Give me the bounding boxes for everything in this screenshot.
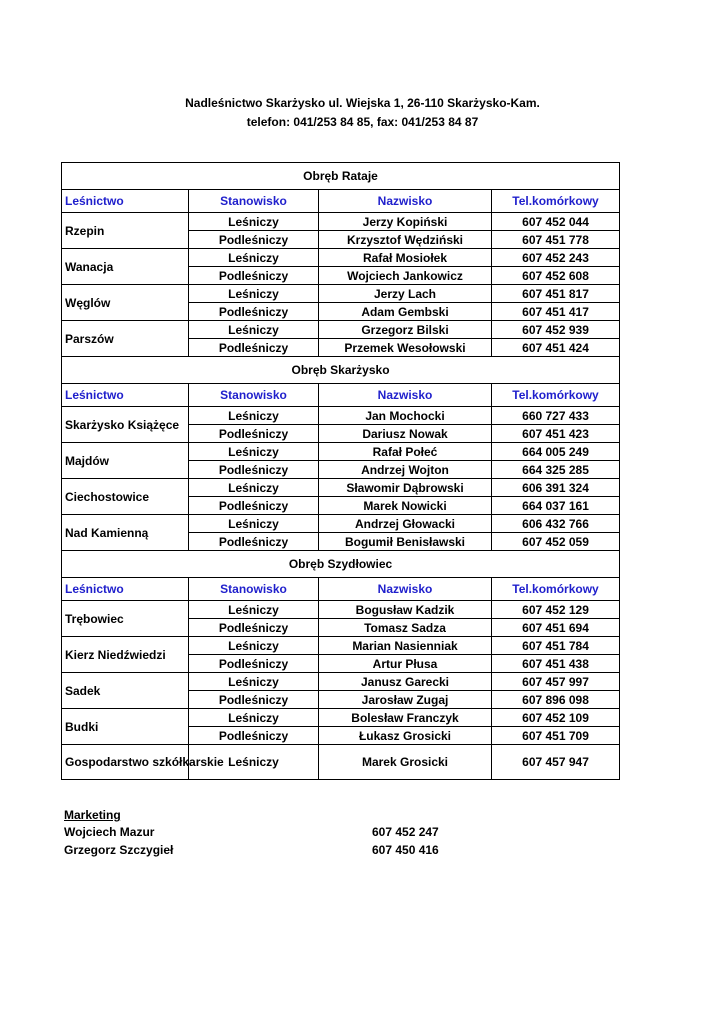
cell-nazwisko: Tomasz Sadza (319, 619, 492, 637)
col-stanowisko-header: Stanowisko (189, 384, 319, 407)
marketing-phone: 607 450 416 (372, 843, 439, 857)
table-row (62, 515, 620, 533)
cell-lesnictwo: Węglów (62, 285, 189, 321)
table-row (62, 637, 620, 655)
cell-nazwisko: Adam Gembski (319, 303, 492, 321)
cell-tel: 607 451 694 (492, 619, 620, 637)
cell-tel: 664 005 249 (492, 443, 620, 461)
cell-nazwisko: Marek Nowicki (319, 497, 492, 515)
cell-stanowisko: Podleśniczy (189, 727, 319, 745)
col-tel-header: Tel.komórkowy (492, 578, 620, 601)
col-nazwisko-header: Nazwisko (319, 384, 492, 407)
cell-nazwisko: Marian Nasienniak (319, 637, 492, 655)
cell-stanowisko: Podleśniczy (189, 231, 319, 249)
cell-tel: 607 452 608 (492, 267, 620, 285)
cell-tel: 660 727 433 (492, 407, 620, 425)
section-row (62, 163, 620, 190)
cell-nazwisko: Przemek Wesołowski (319, 339, 492, 357)
cell-nazwisko: Jan Mochocki (319, 407, 492, 425)
table-row (62, 745, 620, 780)
cell-stanowisko: Leśniczy (189, 285, 319, 303)
cell-lesnictwo: Parszów (62, 321, 189, 357)
col-tel-header: Tel.komórkowy (492, 190, 620, 213)
column-header-row (62, 190, 620, 213)
cell-stanowisko: Leśniczy (189, 479, 319, 497)
cell-stanowisko: Podleśniczy (189, 655, 319, 673)
col-stanowisko-header: Stanowisko (189, 578, 319, 601)
col-lesnictwo-header: Leśnictwo (62, 190, 189, 213)
cell-nazwisko: Rafał Mosiołek (319, 249, 492, 267)
cell-lesnictwo: Rzepin (62, 213, 189, 249)
table-row (62, 213, 620, 231)
cell-nazwisko: Bogusław Kadzik (319, 601, 492, 619)
cell-stanowisko: Leśniczy (189, 709, 319, 727)
cell-nazwisko: Andrzej Głowacki (319, 515, 492, 533)
column-header-row (62, 384, 620, 407)
cell-lesnictwo: Ciechostowice (62, 479, 189, 515)
cell-tel: 607 451 784 (492, 637, 620, 655)
table-row (62, 285, 620, 303)
cell-stanowisko: Podleśniczy (189, 339, 319, 357)
cell-tel: 607 451 438 (492, 655, 620, 673)
cell-tel: 607 452 939 (492, 321, 620, 339)
cell-tel: 607 452 059 (492, 533, 620, 551)
cell-stanowisko: Leśniczy (189, 213, 319, 231)
cell-nazwisko: Bolesław Franczyk (319, 709, 492, 727)
marketing-phone: 607 452 247 (372, 825, 439, 839)
cell-nazwisko: Andrzej Wojton (319, 461, 492, 479)
cell-stanowisko: Podleśniczy (189, 461, 319, 479)
column-header-row (62, 578, 620, 601)
cell-lesnictwo: Gospodarstwo szkółkarskie (62, 745, 189, 780)
cell-nazwisko: Bogumił Benisławski (319, 533, 492, 551)
section-title: Obręb Szydłowiec (62, 551, 620, 578)
cell-lesnictwo: Trębowiec (62, 601, 189, 637)
cell-stanowisko: Leśniczy (189, 321, 319, 339)
cell-nazwisko: Grzegorz Bilski (319, 321, 492, 339)
cell-lesnictwo: Skarżysko Książęce (62, 407, 189, 443)
cell-tel: 607 451 423 (492, 425, 620, 443)
cell-stanowisko: Podleśniczy (189, 425, 319, 443)
cell-tel: 607 451 417 (492, 303, 620, 321)
cell-stanowisko: Leśniczy (189, 673, 319, 691)
cell-stanowisko: Leśniczy (189, 515, 319, 533)
cell-stanowisko: Podleśniczy (189, 267, 319, 285)
cell-tel: 607 451 778 (492, 231, 620, 249)
cell-lesnictwo: Budki (62, 709, 189, 745)
cell-tel: 607 457 997 (492, 673, 620, 691)
cell-stanowisko: Leśniczy (189, 407, 319, 425)
cell-tel: 607 451 709 (492, 727, 620, 745)
cell-tel: 607 452 044 (492, 213, 620, 231)
cell-stanowisko: Leśniczy (189, 601, 319, 619)
section-row (62, 551, 620, 578)
cell-tel: 664 325 285 (492, 461, 620, 479)
table-row (62, 321, 620, 339)
cell-stanowisko: Podleśniczy (189, 533, 319, 551)
cell-stanowisko: Podleśniczy (189, 303, 319, 321)
marketing-name: Wojciech Mazur (64, 825, 155, 839)
col-nazwisko-header: Nazwisko (319, 578, 492, 601)
table-row (62, 479, 620, 497)
cell-nazwisko: Marek Grosicki (319, 745, 492, 780)
cell-tel: 607 452 243 (492, 249, 620, 267)
cell-nazwisko: Dariusz Nowak (319, 425, 492, 443)
cell-stanowisko: Leśniczy (189, 249, 319, 267)
cell-nazwisko: Sławomir Dąbrowski (319, 479, 492, 497)
cell-stanowisko: Podleśniczy (189, 691, 319, 709)
section-title: Obręb Rataje (62, 163, 620, 190)
col-lesnictwo-header: Leśnictwo (62, 578, 189, 601)
cell-nazwisko: Wojciech Jankowicz (319, 267, 492, 285)
cell-tel: 607 452 129 (492, 601, 620, 619)
cell-tel: 606 432 766 (492, 515, 620, 533)
cell-stanowisko: Leśniczy (189, 745, 319, 780)
cell-tel: 607 457 947 (492, 745, 620, 780)
col-stanowisko-header: Stanowisko (189, 190, 319, 213)
cell-nazwisko: Jarosław Zugaj (319, 691, 492, 709)
cell-lesnictwo: Kierz Niedźwiedzi (62, 637, 189, 673)
col-tel-header: Tel.komórkowy (492, 384, 620, 407)
cell-stanowisko: Leśniczy (189, 443, 319, 461)
cell-nazwisko: Krzysztof Wędziński (319, 231, 492, 249)
marketing-title: Marketing (64, 808, 121, 822)
cell-nazwisko: Janusz Garecki (319, 673, 492, 691)
cell-nazwisko: Jerzy Lach (319, 285, 492, 303)
cell-tel: 607 451 817 (492, 285, 620, 303)
cell-nazwisko: Rafał Połeć (319, 443, 492, 461)
table-row (62, 709, 620, 727)
col-nazwisko-header: Nazwisko (319, 190, 492, 213)
cell-nazwisko: Artur Płusa (319, 655, 492, 673)
cell-lesnictwo: Majdów (62, 443, 189, 479)
cell-tel: 607 451 424 (492, 339, 620, 357)
table-row (62, 443, 620, 461)
cell-nazwisko: Jerzy Kopiński (319, 213, 492, 231)
cell-stanowisko: Leśniczy (189, 637, 319, 655)
cell-lesnictwo: Wanacja (62, 249, 189, 285)
header-phone: telefon: 041/253 84 85, fax: 041/253 84 87 (246, 115, 479, 129)
table-row (62, 249, 620, 267)
cell-stanowisko: Podleśniczy (189, 619, 319, 637)
cell-tel: 607 896 098 (492, 691, 620, 709)
cell-lesnictwo: Nad Kamienną (62, 515, 189, 551)
marketing-name: Grzegorz Szczygieł (64, 843, 174, 857)
cell-lesnictwo: Sadek (62, 673, 189, 709)
cell-tel: 664 037 161 (492, 497, 620, 515)
cell-tel: 606 391 324 (492, 479, 620, 497)
cell-nazwisko: Łukasz Grosicki (319, 727, 492, 745)
header-address: Nadleśnictwo Skarżysko ul. Wiejska 1, 26-110 Skarżysko-Kam. (185, 96, 540, 110)
table-row (62, 673, 620, 691)
section-row (62, 357, 620, 384)
section-title: Obręb Skarżysko (62, 357, 620, 384)
staff-table (61, 162, 620, 780)
cell-tel: 607 452 109 (492, 709, 620, 727)
table-row (62, 601, 620, 619)
col-lesnictwo-header: Leśnictwo (62, 384, 189, 407)
table-row (62, 407, 620, 425)
cell-stanowisko: Podleśniczy (189, 497, 319, 515)
